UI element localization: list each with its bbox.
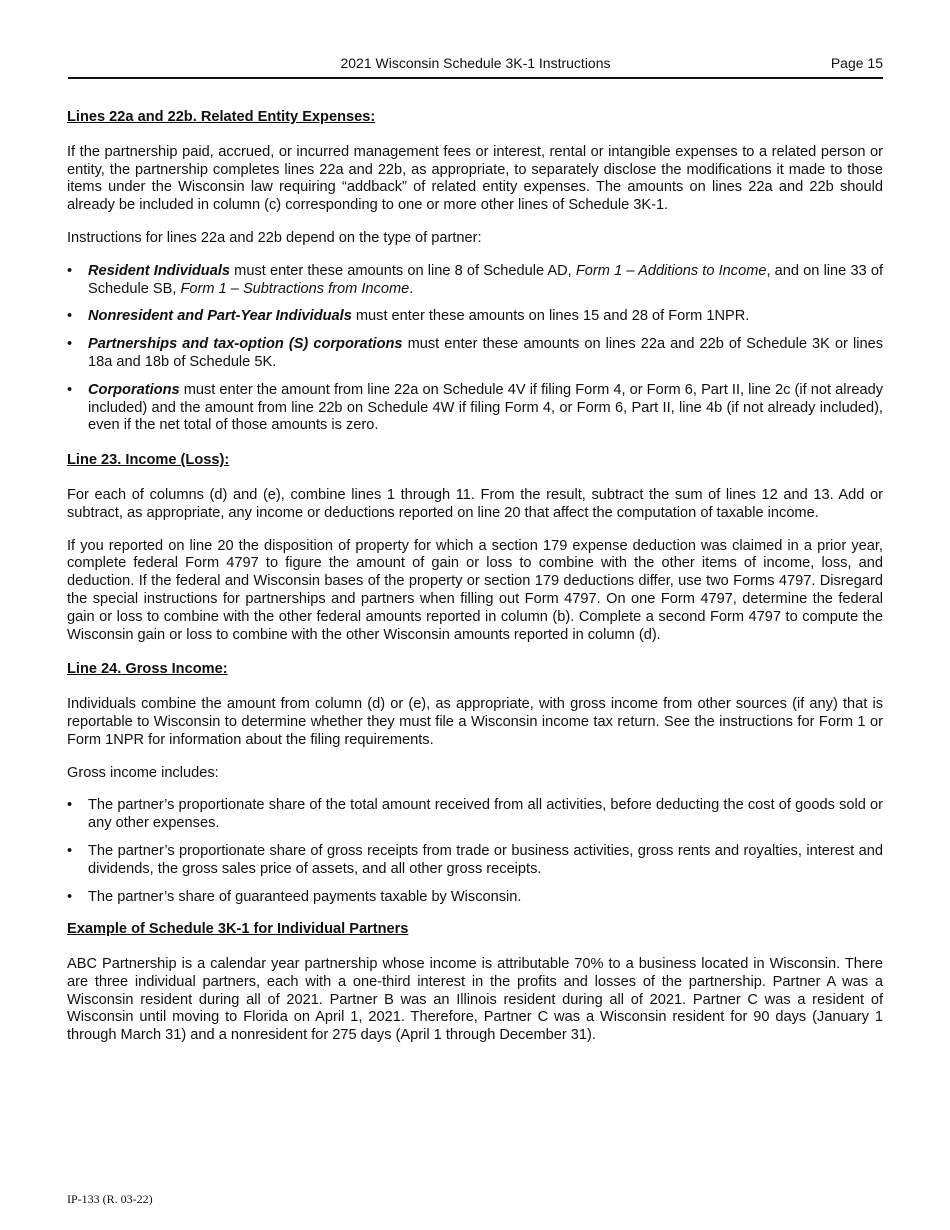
section-heading-22: Lines 22a and 22b. Related Entity Expenses: [67,109,376,125]
list-item: • Corporations must enter the amount from line 22a on Schedule 4V if filing Form 4, or Form 6, Part II, line 2c (if not already included) and the amount from line 22b on Schedule 4W if filing Form 4, or Form 6, Part II, line 4b (if not already included), even if the net total of those amounts is zero. [67,382,883,435]
list-item: • The partner’s proportionate share of gross receipts from trade or business activities, gross rents and royalties, interest and dividends, the gross sales price of assets, and all other gross receipts. [67,843,883,879]
paragraph: ABC Partnership is a calendar year partnership whose income is attributable 70% to a business located in Wisconsin. There are three individual partners, each with a one-third interest in the profits and losses of the partnership. Partner A was a Wisconsin resident during all of 2021. Partner B was an Illinois resident during all of 2021. Partner C was a resident of Wisconsin until moving to Florida on April 1, 2021. Therefore, Partner C was a Wisconsin resident for 90 days (January 1 through March 31) and a nonresident for 275 days (April 1 through December 31). [67,956,883,1044]
paragraph: Gross income includes: [67,764,219,781]
section-heading-example: Example of Schedule 3K-1 for Individual Partners [67,921,409,938]
list-item: • The partner’s share of guaranteed payments taxable by Wisconsin. [67,889,883,907]
partner-type-list [67,263,883,435]
paragraph: If you reported on line 20 the disposition of property for which a section 179 expense deduction was claimed in a prior year, complete federal Form 4797 to figure the amount of gain or loss to combine with the other items of income, loss, and deduction. If the federal and Wisconsin bases of the property or section 179 deductions differ, use two Forms 4797. Disregard the special instructions for partnerships and partners when filling out Form 4797. On one Form 4797, determine the federal gain or loss to combine with the other federal amounts reported in column (b). Complete a second Form 4797 to compute the Wisconsin gain or loss to combine with the other Wisconsin amounts reported in column (d). [67,537,883,643]
document-body [67,109,883,1045]
section-heading-23: Line 23. Income (Loss): [67,452,230,469]
gross-income-list [67,797,883,906]
page-number: Page 15 [830,55,883,71]
form-id-footer: IP-133 (R. 03-22) [67,1192,153,1206]
paragraph: Instructions for lines 22a and 22b depend on the type of partner: [67,229,482,246]
paragraph: If the partnership paid, accrued, or incurred management fees or interest, rental or intangible expenses to a related person or entity, the partnership completes lines 22a and 22b, as appropriate, to separately disclose the modifications it made to those items under the Wisconsin law requiring “addback” of related entity expenses. The amounts on lines 22a and 22b should already be included in column (c) corresponding to one or more other lines of Schedule 3K-1. [67,143,883,214]
list-item: • Resident Individuals must enter these amounts on line 8 of Schedule AD, Form 1 – Additions to Income, and on line 33 of Schedule SB, Form 1 – Subtractions from Income. [67,263,883,299]
paragraph: For each of columns (d) and (e), combine lines 1 through 11. From the result, subtract the sum of lines 12 and 13. Add or subtract, as appropriate, any income or deductions reported on line 20 that affect the computation of taxable income. [67,486,883,521]
header-title: 2021 Wisconsin Schedule 3K-1 Instructions [340,55,611,71]
page-header [68,55,883,79]
list-item: • Partnerships and tax-option (S) corporations must enter these amounts on lines 22a and 22b of Schedule 3K or lines 18a and 18b of Schedule 5K. [67,336,883,372]
list-item: • Nonresident and Part-Year Individuals must enter these amounts on lines 15 and 28 of Form 1NPR. [67,308,883,326]
list-item: • The partner’s proportionate share of the total amount received from all activities, before deducting the cost of goods sold or any other expenses. [67,797,883,833]
paragraph: Individuals combine the amount from column (d) or (e), as appropriate, with gross income from other sources (if any) that is reportable to Wisconsin to determine whether they must file a Wisconsin income tax return. See the instructions for Form 1 or Form 1NPR for information about the filing requirements. [67,696,883,748]
section-heading-24: Line 24. Gross Income: [67,661,228,678]
